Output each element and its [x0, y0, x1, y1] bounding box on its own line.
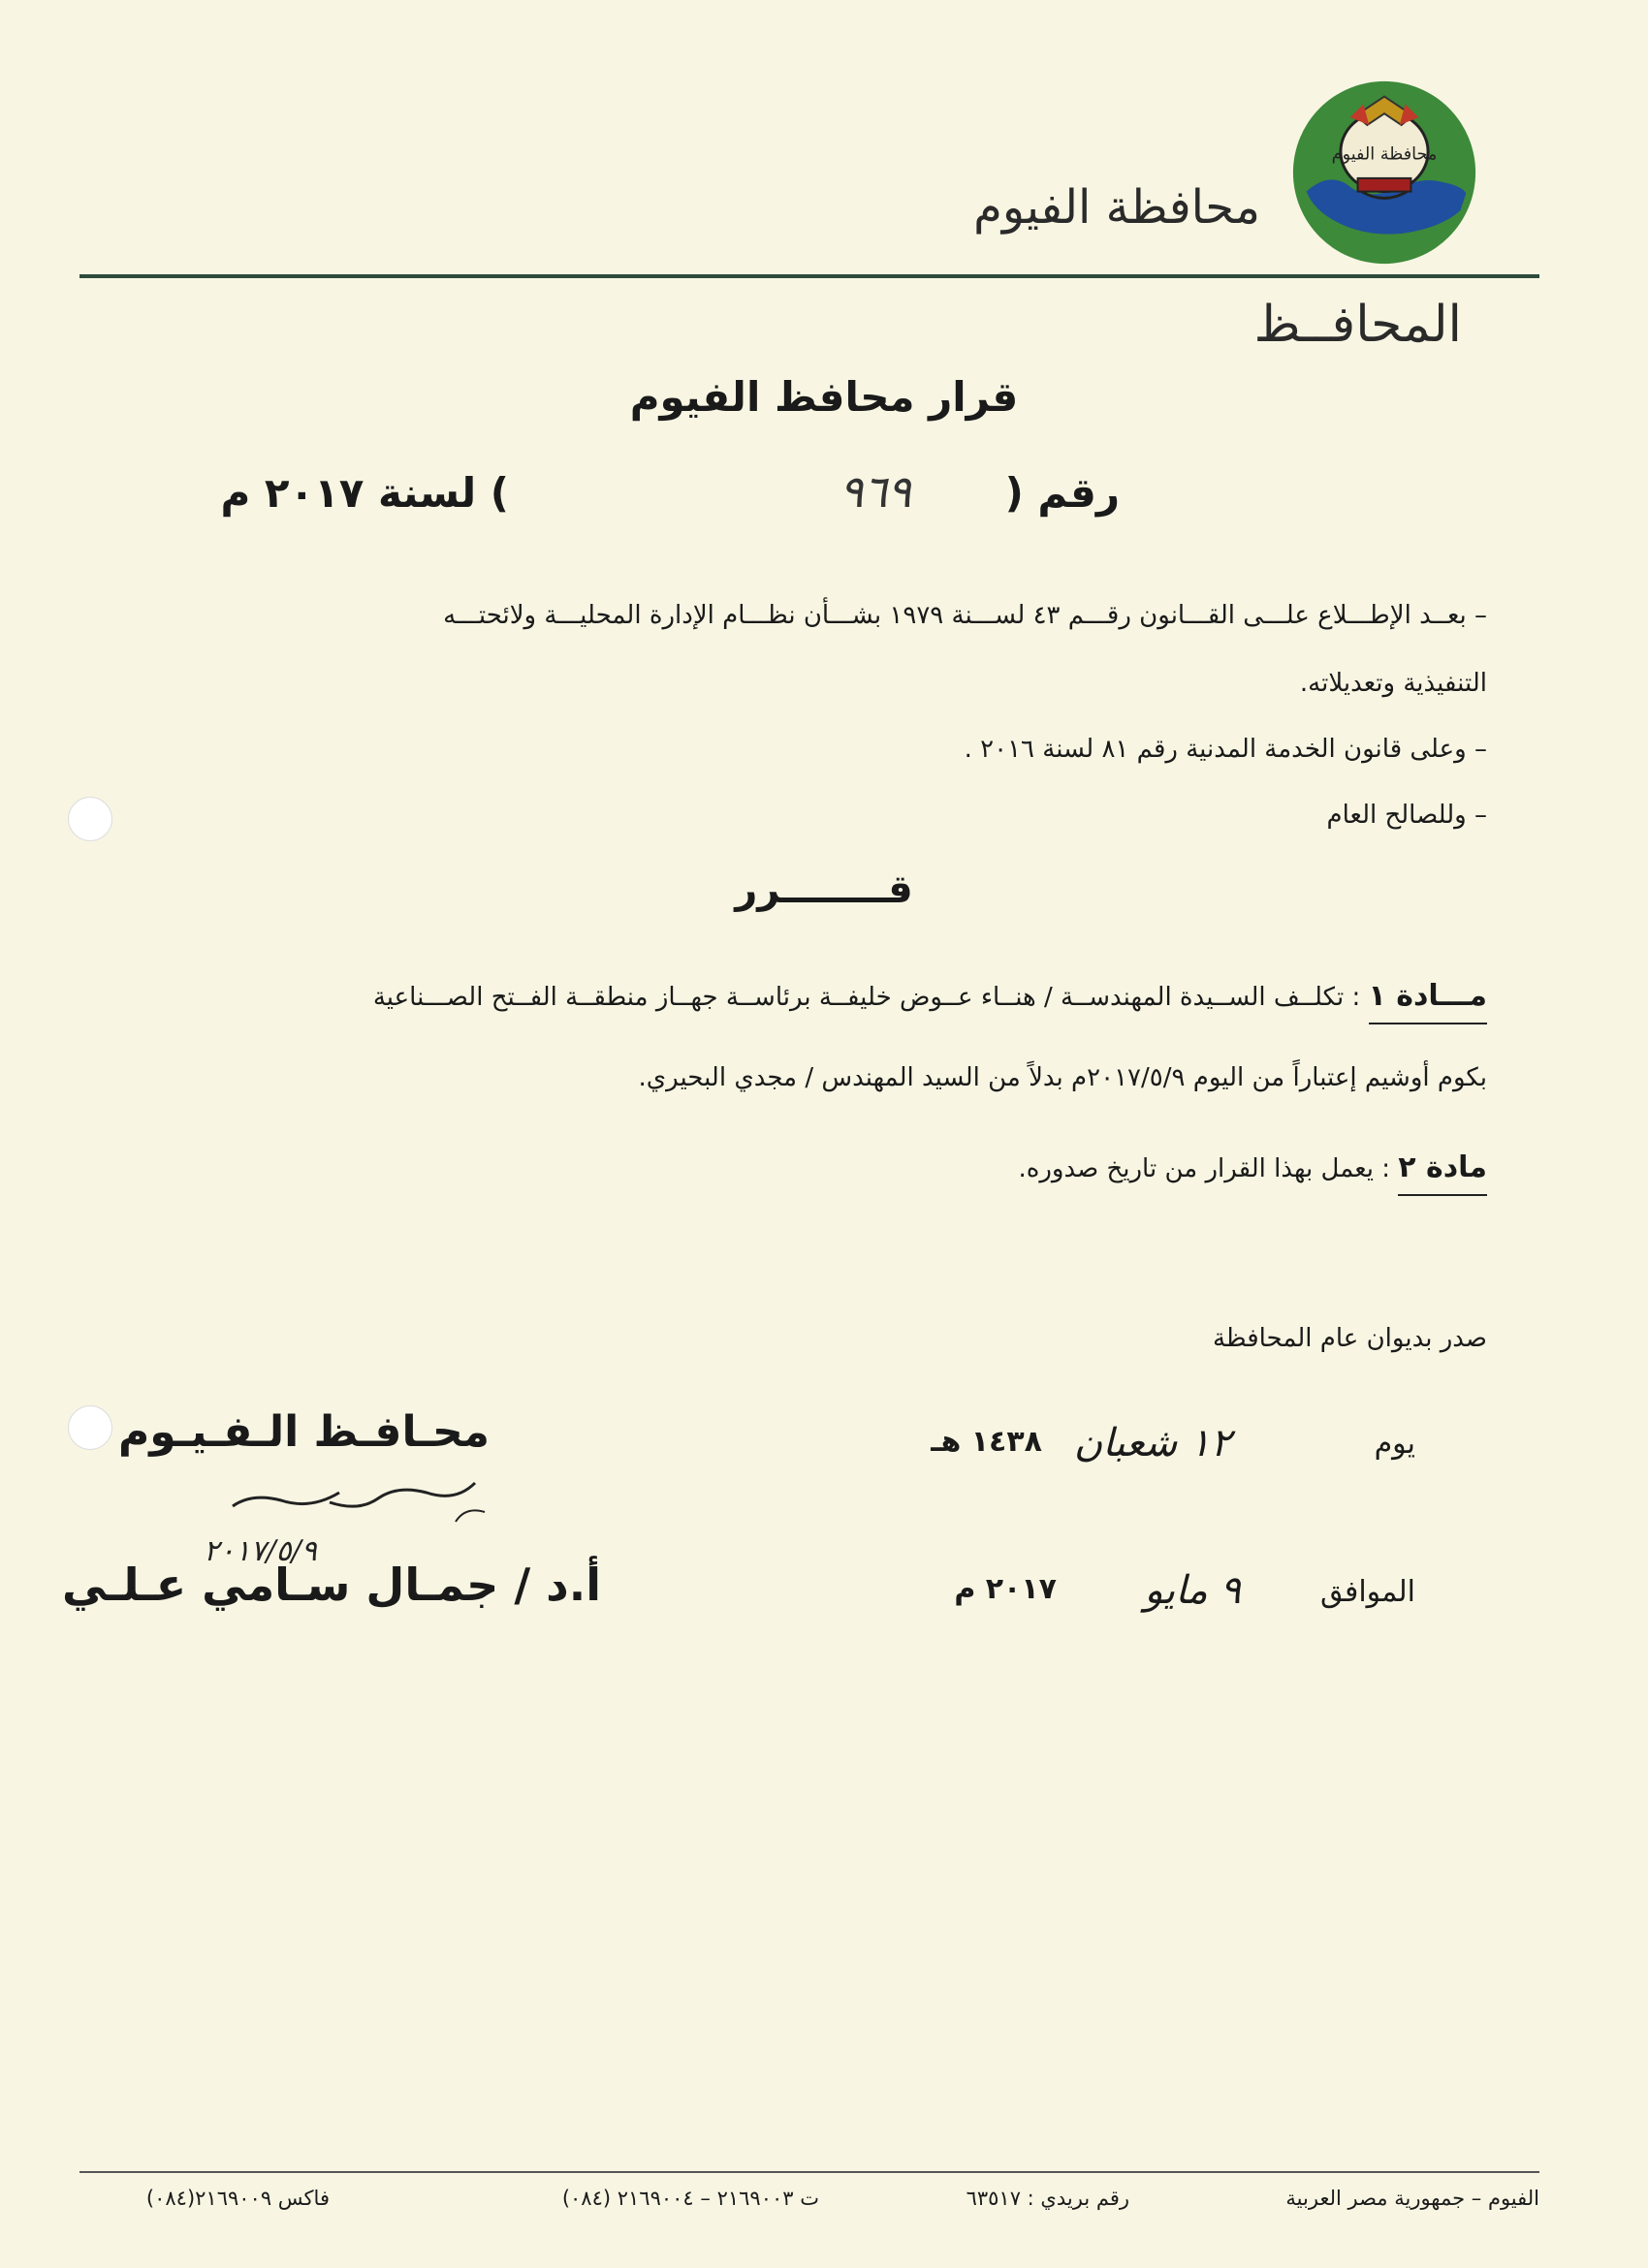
footer-address: الفيوم – جمهورية مصر العربية	[1285, 2187, 1539, 2210]
article-1-continuation: بكوم أوشيم إعتباراً من اليوم ٢٠١٧/٥/٩م بدلاً من السيد المهندس / مجدي البحيري.	[638, 1063, 1487, 1092]
footer-fax: فاكس ٢١٦٩٠٠٩(٠٨٤)	[145, 2187, 330, 2210]
preamble-line-1: – بعــد الإطـــلاع علـــى القـــانون رقـــم ٤٣ لســـنة ١٩٧٩ بشـــأن نظـــام الإدارة المحليـــة ولائحتـــه	[443, 601, 1487, 630]
gregorian-year: ٢٠١٧ م	[954, 1572, 1057, 1606]
header-divider	[79, 274, 1539, 278]
article-1	[373, 979, 1487, 1024]
decision-number-value: ٩٦٩	[839, 465, 911, 518]
preamble-line-1-continued: التنفيذية وتعديلاته.	[1299, 669, 1487, 698]
footer-postal-code: رقم بريدي : ٦٣٥١٧	[966, 2187, 1129, 2210]
corresponding-value-handwritten: ٩ مايو	[1144, 1568, 1241, 1613]
logo-lettering: محافظة الفيوم	[1331, 144, 1438, 165]
article-1-text: : تكلــف الســيدة المهندســة / هنــاء عــوض خليفــة برئاســة جهــاز منطقــة الفــتح الصـــناعية	[372, 983, 1369, 1012]
corresponding-label: الموافق	[1319, 1575, 1415, 1609]
article-2-text: : يعمل بهذا القرار من تاريخ صدوره.	[1018, 1154, 1399, 1183]
decided-heading: قــــــــرر	[735, 867, 913, 912]
article-2	[1018, 1150, 1487, 1196]
article-2-label: مادة ٢	[1398, 1150, 1487, 1196]
hijri-year: ١٤٣٨ هـ	[931, 1425, 1042, 1459]
signatory-title: محـافـظ الـفـيـوم	[118, 1407, 490, 1457]
day-label: يوم	[1374, 1427, 1415, 1461]
day-value-handwritten: ١٢ شعبان	[1073, 1421, 1231, 1465]
office-label: المحافــظ	[1253, 296, 1462, 354]
signature-date: ٢٠١٧/٥/٩	[204, 1534, 317, 1568]
signatory-name: أ.د / جمـال سـامي عـلـي	[61, 1559, 601, 1611]
governorate-logo	[1289, 78, 1479, 268]
punch-hole	[68, 797, 112, 841]
header-title: محافظة الفيوم	[973, 180, 1260, 235]
footer-divider	[79, 2171, 1539, 2173]
preamble-line-3: – وللصالح العام	[1326, 801, 1487, 830]
punch-hole	[68, 1405, 112, 1450]
decision-title: قرار محافظ الفيوم	[629, 373, 1019, 421]
article-1-label: مـــادة ١	[1369, 979, 1487, 1024]
footer-telephone: ت ٢١٦٩٠٠٣ – ٢١٦٩٠٠٤ (٠٨٤)	[561, 2187, 819, 2210]
decision-number-label: رقم (	[1004, 469, 1120, 517]
preamble-line-2: – وعلى قانون الخدمة المدنية رقم ٨١ لسنة ٢٠١٦ .	[964, 735, 1487, 764]
issued-at: صدر بديوان عام المحافظة	[1212, 1324, 1487, 1353]
decision-year: ) لسنة ٢٠١٧ م	[220, 469, 509, 517]
